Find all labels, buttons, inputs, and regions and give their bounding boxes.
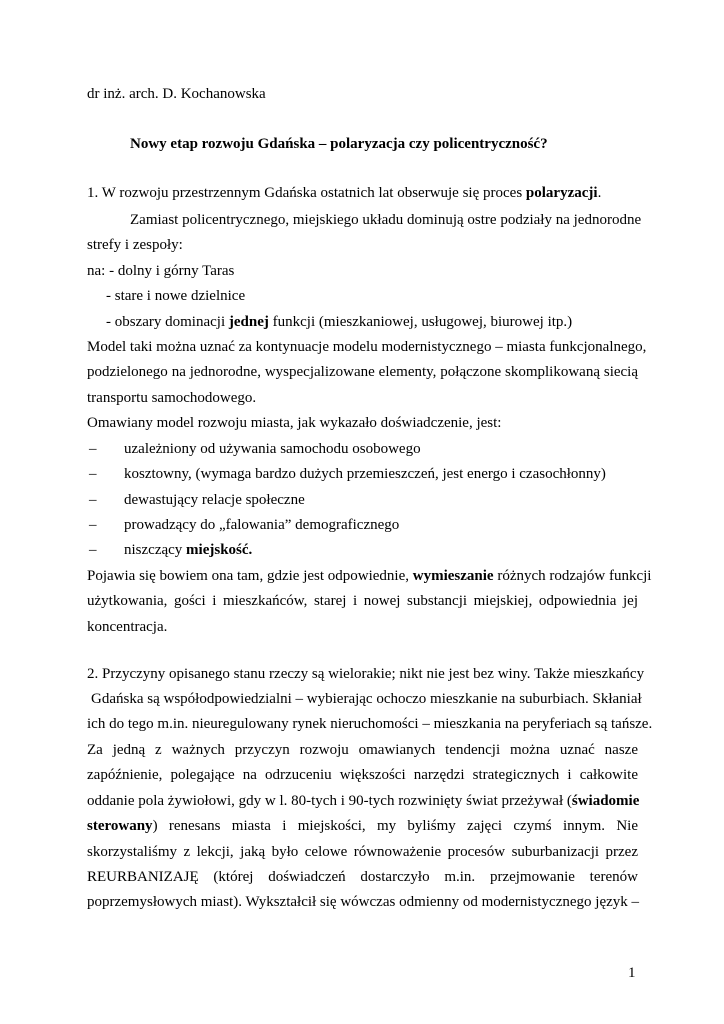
bullet-text: prowadzący do „falowania” demograficznego — [124, 517, 400, 533]
section-1-line-7: Model taki można uznać za kontynuacje modelu modernistycznego – miasta funkcjonalnego, — [87, 339, 647, 355]
section-2-line-1: 2. Przyczyny opisanego stanu rzeczy są wielorakie; nikt nie jest bez winy. Także mieszkańcy — [87, 666, 645, 682]
section-2-line-10: poprzemysłowych miast). Wykształcił się wówczas odmienny od modernistycznego język – — [87, 894, 640, 910]
bullet-dash: – — [89, 517, 97, 533]
author-line: dr inż. arch. D. Kochanowska — [87, 86, 266, 102]
section-1-line-9: transportu samochodowego. — [87, 390, 257, 406]
section-1-line-18: koncentracja. — [87, 619, 168, 635]
bullet-dash: – — [89, 542, 97, 558]
section-1-line-1: 1. W rozwoju przestrzennym Gdańska ostatnich lat obserwuje się proces polaryzacji. — [87, 185, 602, 201]
bullet-text: uzależniony od używania samochodu osobowego — [124, 441, 421, 457]
section-1-line-8: podzielonego na jednorodne, wyspecjalizowane elementy, połączone skomplikowaną siecią — [87, 364, 638, 380]
section-2-line-3: ich do tego m.in. nieuregulowany rynek nieruchomości – mieszkania na peryferiach są tańsze. — [87, 716, 653, 732]
bullet-text: kosztowny, (wymaga bardzo dużych przemieszczeń, jest energo i czasochłonny) — [124, 466, 606, 482]
list-item-taras: na: - dolny i górny Taras — [87, 263, 235, 279]
section-2-line-9: REURBANIZAJĘ (której doświadczeń dostarczyło m.in. przejmowanie terenów — [87, 869, 638, 885]
page-number: 1 — [628, 965, 636, 981]
section-1-line-16: Pojawia się bowiem ona tam, gdzie jest odpowiednie, wymieszanie różnych rodzajów funkcji — [87, 568, 652, 584]
section-1-line-17: użytkowania, gości i mieszkańców, starej i nowej substancji miejskiej, odpowiednia jej — [87, 593, 638, 609]
bullet-text: dewastujący relacje społeczne — [124, 492, 305, 508]
section-2-line-2: Gdańska są współodpowiedzialni – wybierając ochoczo mieszkanie na suburbiach. Skłaniał — [91, 691, 642, 707]
section-2-line-6: oddanie pola żywiołowi, gdy w l. 80-tych i 90-tych rozwinięty świat przeżywał (świadomie — [87, 793, 640, 809]
bullet-dash: – — [89, 492, 97, 508]
section-2-line-5: zapóźnienie, polegające na odrzuceniu większości narzędzi strategicznych i całkowite — [87, 767, 638, 783]
list-item-obszary: - obszary dominacji jednej funkcji (mieszkaniowej, usługowej, biurowej itp.) — [106, 314, 573, 330]
section-2-line-7: sterowany) renesans miasta i miejskości, my byliśmy zajęci czymś innym. Nie — [87, 818, 638, 834]
section-2-line-4: Za jedną z ważnych przyczyn rozwoju omawianych tendencji można uznać nasze — [87, 742, 638, 758]
list-item-dzielnice: - stare i nowe dzielnice — [106, 288, 246, 304]
section-1-line-10: Omawiany model rozwoju miasta, jak wykazało doświadczenie, jest: — [87, 415, 502, 431]
bullet-dash: – — [89, 466, 97, 482]
section-1-line-3: strefy i zespoły: — [87, 237, 183, 253]
section-2-line-8: skorzystaliśmy z lekcji, jaką było celowe równoważenie procesów suburbanizacji przez — [87, 844, 638, 860]
section-1-line-2: Zamiast policentrycznego, miejskiego układu dominują ostre podziały na jednorodne — [130, 212, 642, 228]
bullet-dash: – — [89, 441, 97, 457]
bullet-text: niszczący miejskość. — [124, 542, 253, 558]
document-title: Nowy etap rozwoju Gdańska – polaryzacja czy policentryczność? — [130, 136, 548, 152]
